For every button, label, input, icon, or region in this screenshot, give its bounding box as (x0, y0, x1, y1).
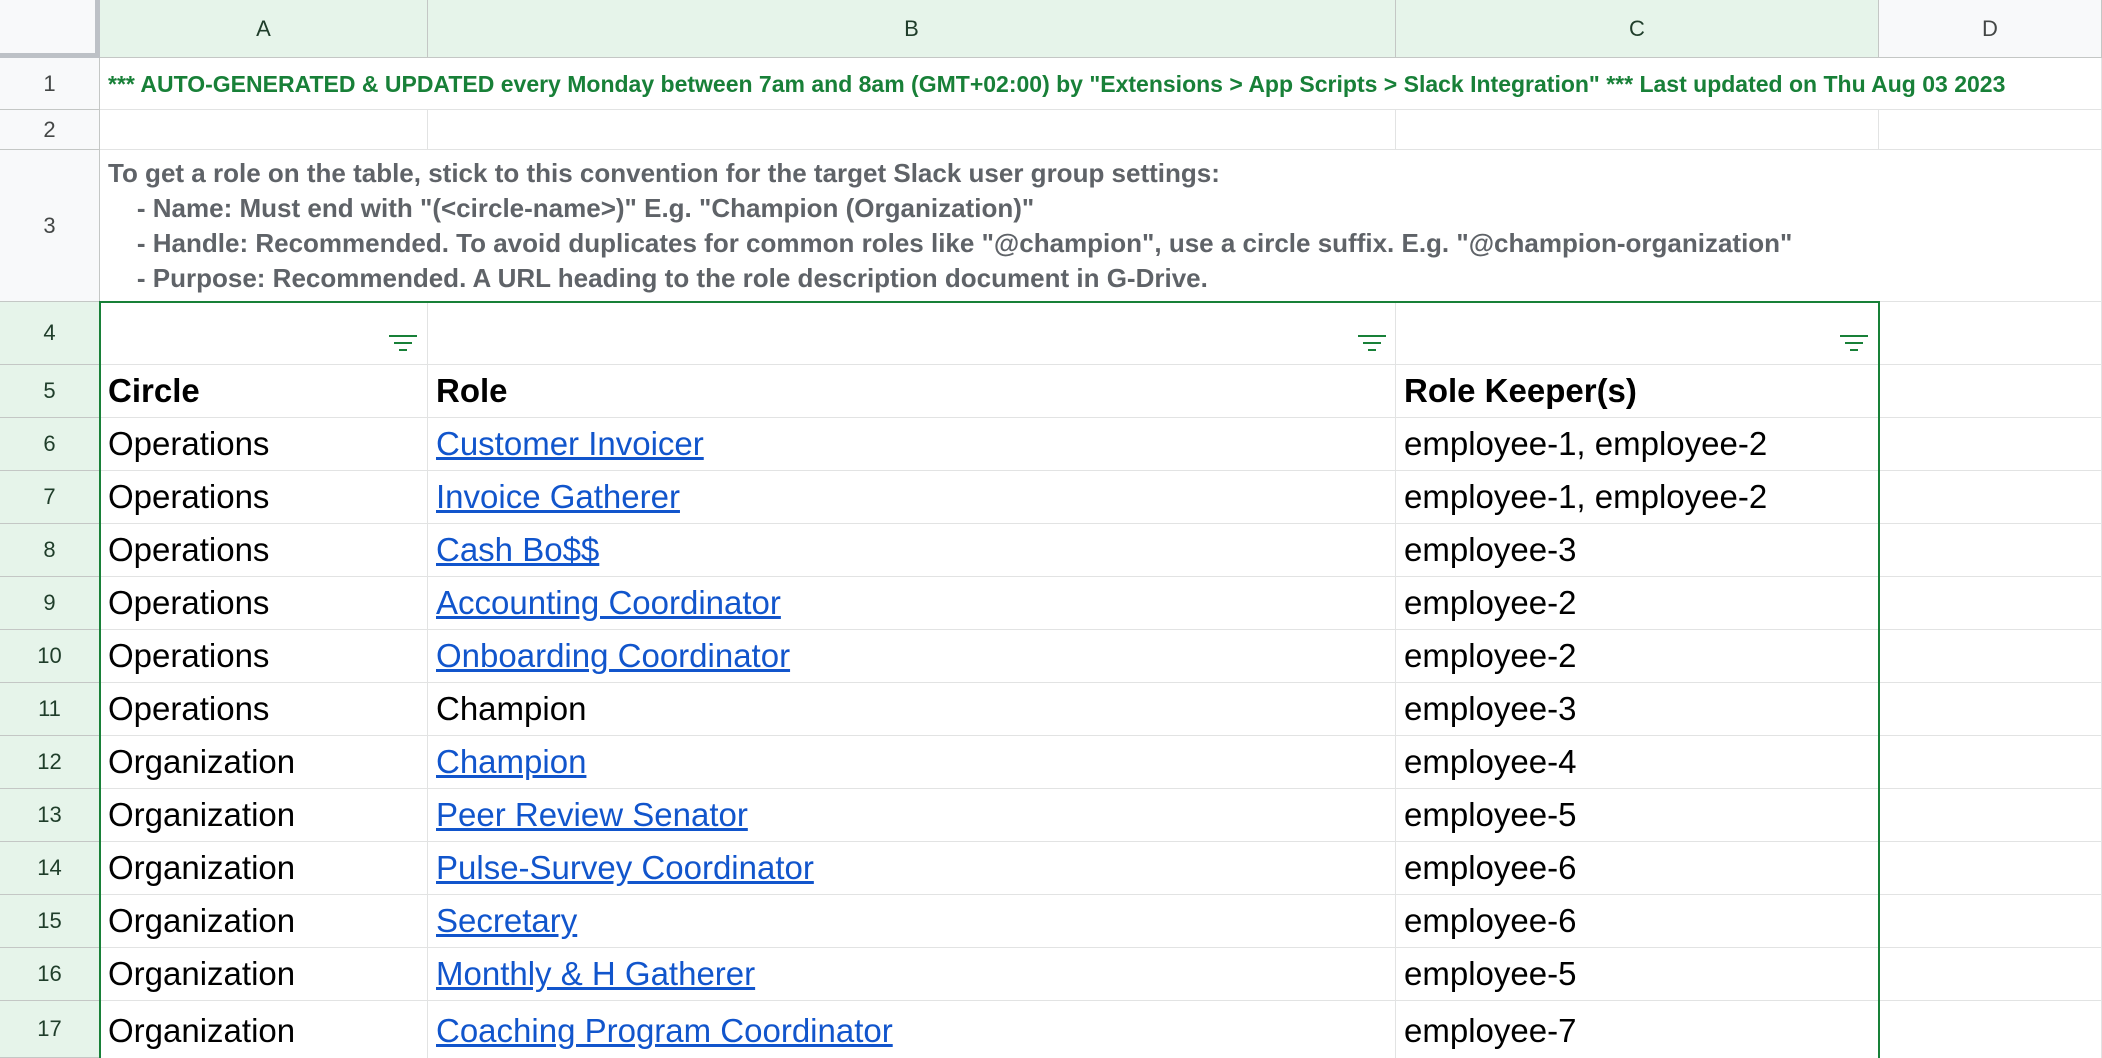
note-line-3: - Handle: Recommended. To avoid duplicates for common roles like "@champion", use a circle suffix. E.g. "@champion-organization" (108, 227, 1793, 258)
empty-cell-d[interactable] (1879, 842, 2102, 895)
role-cell[interactable] (428, 1001, 1396, 1058)
role-cell[interactable] (428, 842, 1396, 895)
role-cell[interactable] (428, 418, 1396, 471)
circle-cell[interactable] (100, 630, 428, 683)
header-role-keepers[interactable]: Role Keeper(s) (1396, 365, 1879, 418)
keepers-text: employee-3 (1404, 690, 1577, 727)
circle-text: Organization (108, 743, 296, 780)
keepers-text: employee-4 (1404, 743, 1577, 780)
role-cell[interactable] (428, 471, 1396, 524)
circle-cell[interactable] (100, 471, 428, 524)
role-keepers-cell[interactable] (1396, 842, 1879, 895)
keepers-text: employee-2 (1404, 637, 1577, 674)
filter-cell-c[interactable] (1396, 302, 1879, 365)
circle-text: Operations (108, 637, 270, 674)
keepers-text: employee-6 (1404, 849, 1577, 886)
empty-cell-d[interactable] (1879, 577, 2102, 630)
empty-cell-d[interactable] (1879, 948, 2102, 1001)
cell-c2[interactable] (1396, 110, 1879, 150)
role-link[interactable]: Coaching Program Coordinator (436, 1011, 893, 1049)
row-header-17[interactable]: 17 (0, 1001, 100, 1058)
select-all-corner[interactable] (0, 0, 100, 58)
empty-cell-d[interactable] (1879, 895, 2102, 948)
column-header-a[interactable]: A (100, 0, 428, 58)
role-keepers-cell[interactable] (1396, 736, 1879, 789)
filter-icon[interactable] (1357, 333, 1387, 357)
role-link[interactable]: Secretary (436, 902, 578, 939)
empty-cell-d[interactable] (1879, 1001, 2102, 1058)
row-header-2[interactable]: 2 (0, 110, 100, 150)
role-link[interactable]: Monthly & H Gatherer (436, 955, 756, 992)
role-cell[interactable] (428, 577, 1396, 630)
role-text: Champion (436, 690, 587, 727)
role-keepers-cell[interactable] (1396, 524, 1879, 577)
filter-icon[interactable] (1839, 333, 1869, 357)
role-keepers-cell[interactable] (1396, 683, 1879, 736)
empty-cell-d[interactable] (1879, 471, 2102, 524)
cell-d4[interactable] (1879, 302, 2102, 365)
row-header-5[interactable]: 5 (0, 365, 100, 418)
circle-cell[interactable] (100, 789, 428, 842)
circle-cell[interactable] (100, 683, 428, 736)
note-line-2: - Name: Must end with "(<circle-name>)" E.g. "Champion (Organization)" (108, 192, 1035, 223)
role-cell[interactable] (428, 630, 1396, 683)
note-line-4: - Purpose: Recommended. A URL heading to the role description document in G-Drive. (108, 262, 1208, 293)
row-header-4[interactable]: 4 (0, 302, 100, 365)
role-cell[interactable] (428, 736, 1396, 789)
circle-cell[interactable] (100, 524, 428, 577)
role-cell[interactable] (428, 683, 1396, 736)
cell-a2[interactable] (100, 110, 428, 150)
column-header-c[interactable]: C (1396, 0, 1879, 58)
row-header-15[interactable]: 15 (0, 895, 100, 948)
column-header-b[interactable]: B (428, 0, 1396, 58)
circle-text: Operations (108, 531, 270, 568)
circle-text: Organization (108, 902, 296, 939)
filter-cell-b[interactable] (428, 302, 1396, 365)
circle-cell[interactable] (100, 895, 428, 948)
row-header-16[interactable]: 16 (0, 948, 100, 1001)
circle-cell[interactable] (100, 418, 428, 471)
circle-cell[interactable] (100, 736, 428, 789)
convention-note[interactable] (100, 150, 2102, 302)
keepers-text: employee-6 (1404, 902, 1577, 939)
role-keepers-cell[interactable] (1396, 789, 1879, 842)
circle-text: Operations (108, 584, 270, 621)
role-link[interactable]: Cash Bo$$ (436, 531, 600, 568)
circle-text: Organization (108, 849, 296, 886)
auto-generated-banner[interactable]: *** AUTO-GENERATED & UPDATED every Monday between 7am and 8am (GMT+02:00) by "Extensions > App Scripts > Slack Integration" *** Last updated on Thu Aug 03 2023 (108, 70, 2006, 97)
circle-cell[interactable] (100, 1001, 428, 1058)
role-keepers-cell[interactable] (1396, 471, 1879, 524)
row-header-8[interactable]: 8 (0, 524, 100, 577)
row-header-11[interactable]: 11 (0, 683, 100, 736)
circle-text: Organization (108, 955, 296, 992)
circle-text: Operations (108, 690, 270, 727)
row-header-7[interactable]: 7 (0, 471, 100, 524)
empty-cell-d[interactable] (1879, 736, 2102, 789)
row-header-3[interactable]: 3 (0, 150, 100, 302)
keepers-text: employee-1, employee-2 (1404, 478, 1768, 515)
column-header-d[interactable]: D (1879, 0, 2102, 58)
circle-cell[interactable] (100, 577, 428, 630)
role-link[interactable]: Invoice Gatherer (436, 478, 680, 515)
keepers-text: employee-7 (1404, 1011, 1577, 1049)
role-link[interactable]: Pulse-Survey Coordinator (436, 849, 814, 886)
circle-text: Organization (108, 796, 296, 833)
cell-d2[interactable] (1879, 110, 2102, 150)
role-link[interactable]: Champion (436, 743, 587, 780)
note-line-1: To get a role on the table, stick to this convention for the target Slack user group settings: (108, 157, 1220, 188)
role-cell[interactable] (428, 524, 1396, 577)
role-keepers-cell[interactable] (1396, 418, 1879, 471)
role-link[interactable]: Onboarding Coordinator (436, 637, 791, 674)
filter-cell-a[interactable] (100, 302, 428, 365)
row-header-9[interactable]: 9 (0, 577, 100, 630)
row-header-13[interactable]: 13 (0, 789, 100, 842)
filter-icon[interactable] (388, 333, 418, 357)
header-role[interactable]: Role (428, 365, 1396, 418)
keepers-text: employee-1, employee-2 (1404, 425, 1768, 462)
role-link[interactable]: Customer Invoicer (436, 425, 704, 462)
role-keepers-cell[interactable] (1396, 630, 1879, 683)
row-header-14[interactable]: 14 (0, 842, 100, 895)
role-keepers-cell[interactable] (1396, 948, 1879, 1001)
row-header-10[interactable]: 10 (0, 630, 100, 683)
role-cell[interactable] (428, 789, 1396, 842)
circle-cell[interactable] (100, 842, 428, 895)
empty-cell-d[interactable] (1879, 683, 2102, 736)
circle-text: Operations (108, 478, 270, 515)
row-header-6[interactable]: 6 (0, 418, 100, 471)
empty-cell-d[interactable] (1879, 418, 2102, 471)
role-link[interactable]: Accounting Coordinator (436, 584, 781, 621)
role-keepers-cell[interactable] (1396, 895, 1879, 948)
row-header-1[interactable]: 1 (0, 58, 100, 110)
role-keepers-cell[interactable] (1396, 1001, 1879, 1058)
cell-d5[interactable] (1879, 365, 2102, 418)
circle-text: Organization (108, 1011, 296, 1049)
role-cell[interactable] (428, 895, 1396, 948)
header-circle[interactable]: Circle (100, 365, 428, 418)
circle-cell[interactable] (100, 948, 428, 1001)
role-cell[interactable] (428, 948, 1396, 1001)
role-link[interactable]: Peer Review Senator (436, 796, 748, 833)
keepers-text: employee-3 (1404, 531, 1577, 568)
cell-b2[interactable] (428, 110, 1396, 150)
circle-text: Operations (108, 425, 270, 462)
empty-cell-d[interactable] (1879, 524, 2102, 577)
empty-cell-d[interactable] (1879, 630, 2102, 683)
role-keepers-cell[interactable] (1396, 577, 1879, 630)
row-header-12[interactable]: 12 (0, 736, 100, 789)
empty-cell-d[interactable] (1879, 789, 2102, 842)
keepers-text: employee-5 (1404, 796, 1577, 833)
keepers-text: employee-5 (1404, 955, 1577, 992)
keepers-text: employee-2 (1404, 584, 1577, 621)
